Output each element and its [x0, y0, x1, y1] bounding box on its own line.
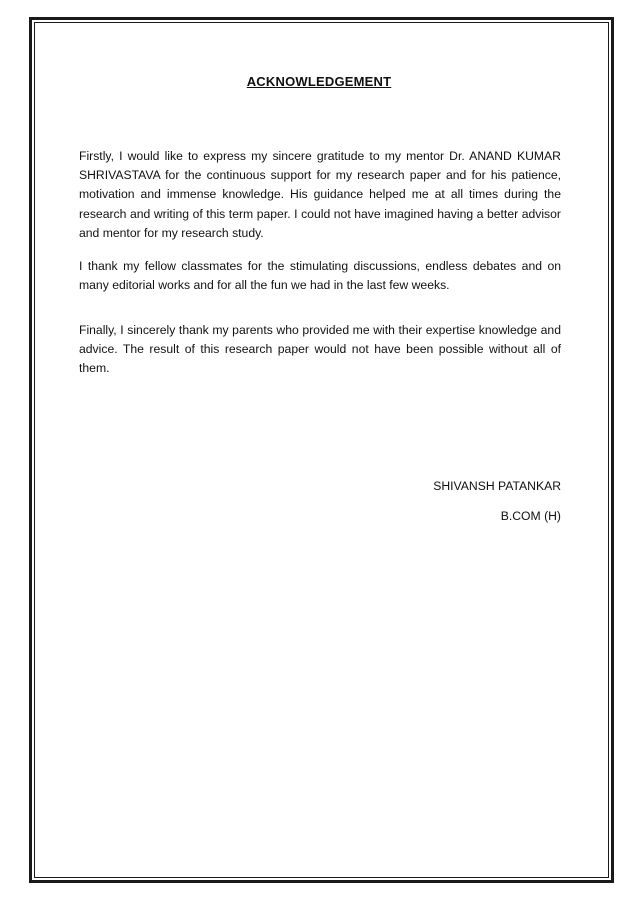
page-title: ACKNOWLEDGEMENT [246, 74, 392, 89]
paragraph-classmates: I thank my fellow classmates for the stimulating discussions, endless debates and on many editorial works and for all the fun we had in the last few weeks. [79, 259, 561, 293]
signature-name: SHIVANSH PATANKAR [433, 479, 561, 493]
paragraph-parents: Finally, I sincerely thank my parents who provided me with their expertise knowledge and advice. The result of this research paper would not have been possible without all of them. [79, 323, 561, 376]
signature-course: B.COM (H) [500, 509, 561, 523]
paragraph-gratitude-mentor: Firstly, I would like to express my sincere gratitude to my mentor Dr. ANAND KUMAR SHRIVASTAVA for the continuous support for my research paper and for his patience, motivation and immense knowledge. His guidance helped me at all times during the research and writing of this term paper. I could not have imagined having a better advisor and mentor for my research study. [79, 149, 561, 240]
